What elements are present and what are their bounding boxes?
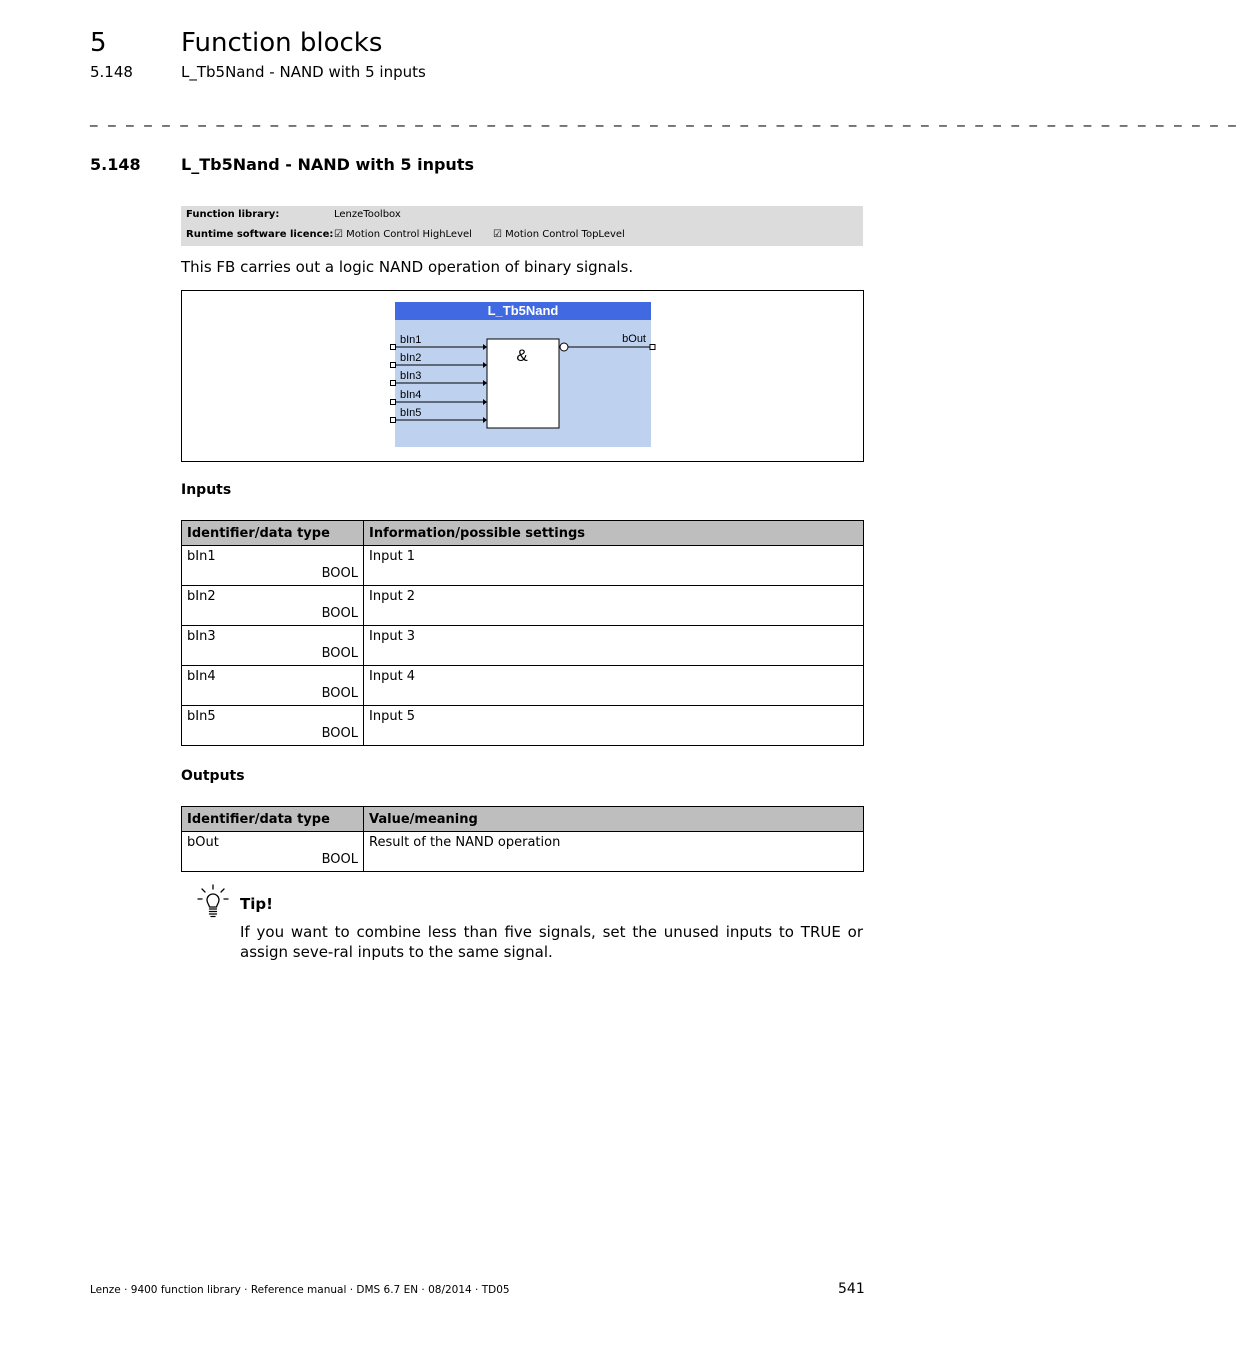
library-info-box xyxy=(181,206,863,246)
input-connector xyxy=(391,345,396,350)
column-header-identifier: Identifier/data type xyxy=(182,807,364,832)
identifier-name: bIn3 xyxy=(187,629,216,644)
section-title: L_Tb5Nand - NAND with 5 inputs xyxy=(181,155,474,174)
input-connector xyxy=(391,381,396,386)
footer-document-info: Lenze · 9400 function library · Reference manual · DMS 6.7 EN · 08/2014 · TD05 xyxy=(90,1284,510,1296)
identifier-cell xyxy=(182,706,364,746)
input-connector xyxy=(391,363,396,368)
table-row xyxy=(182,832,864,872)
function-block-svg xyxy=(182,291,863,461)
input-label: bIn3 xyxy=(400,370,422,382)
inputs-table xyxy=(181,520,864,746)
header-separator: _ _ _ _ _ _ _ _ _ _ _ _ _ _ _ _ _ _ _ _ _ _ _ _ _ _ _ _ _ _ _ _ _ _ _ _ _ _ _ _ _ _ _ _ _ _ _ _ _ _ _ _ _ _ _ _ _ _ _ _ _ _ _ _ xyxy=(90,109,1239,127)
header-section-number: 5.148 xyxy=(90,63,133,81)
output-connector xyxy=(650,345,655,350)
gate-operator-symbol: & xyxy=(516,346,528,365)
table-row xyxy=(182,666,864,706)
input-connector xyxy=(391,418,396,423)
table-header-row xyxy=(182,521,864,546)
tip-text: If you want to combine less than five signals, set the unused inputs to TRUE or assign seve-ral inputs to the same signal. xyxy=(240,923,863,961)
data-type: BOOL xyxy=(321,726,358,741)
header-section-title: L_Tb5Nand - NAND with 5 inputs xyxy=(181,63,426,81)
block-title: L_Tb5Nand xyxy=(487,303,559,318)
function-library-value: LenzeToolbox xyxy=(334,209,401,220)
identifier-cell xyxy=(182,626,364,666)
information-cell: Input 1 xyxy=(364,546,864,586)
information-cell: Result of the NAND operation xyxy=(364,832,864,872)
column-header-identifier: Identifier/data type xyxy=(182,521,364,546)
lightbulb-icon xyxy=(197,884,229,918)
intro-text: This FB carries out a logic NAND operation of binary signals. xyxy=(181,258,634,276)
information-cell: Input 3 xyxy=(364,626,864,666)
data-type: BOOL xyxy=(321,606,358,621)
section-number: 5.148 xyxy=(90,155,141,174)
table-row xyxy=(182,706,864,746)
column-header-value: Value/meaning xyxy=(364,807,864,832)
input-label: bIn4 xyxy=(400,389,422,401)
outputs-table xyxy=(181,806,864,872)
table-row xyxy=(182,586,864,626)
licence-label: Runtime software licence: xyxy=(186,229,334,240)
inputs-heading: Inputs xyxy=(181,482,232,498)
identifier-name: bIn2 xyxy=(187,589,216,604)
function-block-diagram xyxy=(181,290,864,462)
licence-option-highlevel: ☑ Motion Control HighLevel xyxy=(334,229,472,240)
negation-bubble xyxy=(560,343,568,351)
data-type: BOOL xyxy=(321,852,358,867)
identifier-cell xyxy=(182,546,364,586)
data-type: BOOL xyxy=(321,566,358,581)
chapter-number: 5 xyxy=(90,28,107,58)
chapter-title: Function blocks xyxy=(181,28,383,58)
tip-label: Tip! xyxy=(240,895,273,913)
information-cell: Input 5 xyxy=(364,706,864,746)
input-label: bIn1 xyxy=(400,334,422,346)
page-number: 541 xyxy=(838,1281,865,1297)
table-row xyxy=(182,546,864,586)
table-header-row xyxy=(182,807,864,832)
information-cell: Input 2 xyxy=(364,586,864,626)
table-row xyxy=(182,626,864,666)
output-label: bOut xyxy=(622,333,646,345)
identifier-name: bIn5 xyxy=(187,709,216,724)
identifier-name: bIn4 xyxy=(187,669,216,684)
licence-option-toplevel: ☑ Motion Control TopLevel xyxy=(493,229,625,240)
input-label: bIn5 xyxy=(400,407,422,419)
data-type: BOOL xyxy=(321,646,358,661)
function-library-label: Function library: xyxy=(186,209,280,220)
input-label: bIn2 xyxy=(400,352,422,364)
identifier-cell xyxy=(182,586,364,626)
identifier-cell xyxy=(182,666,364,706)
input-connector xyxy=(391,400,396,405)
data-type: BOOL xyxy=(321,686,358,701)
information-cell: Input 4 xyxy=(364,666,864,706)
identifier-name: bOut xyxy=(187,835,219,850)
outputs-heading: Outputs xyxy=(181,768,245,784)
identifier-name: bIn1 xyxy=(187,549,216,564)
column-header-information: Information/possible settings xyxy=(364,521,864,546)
identifier-cell xyxy=(182,832,364,872)
